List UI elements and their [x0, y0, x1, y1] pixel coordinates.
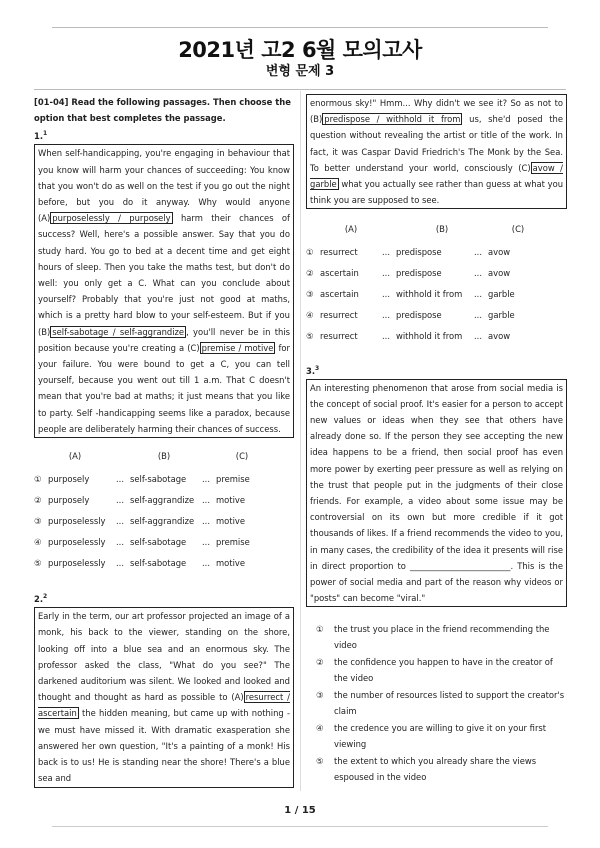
question-2-options [306, 242, 567, 347]
question-3-choices [306, 621, 567, 785]
blank-c-box: avow / garble [310, 162, 563, 190]
question-3-choice-2[interactable]: ② the confidence you happen to have in the creator of the video [316, 657, 553, 684]
question-2-option-headers: (A) (B) (C) [344, 224, 525, 235]
question-2-option-4[interactable]: ④ resurrect ... predispose ... garble [306, 310, 515, 321]
question-2-option-3[interactable]: ③ ascertain ... withhold it from ... garble [306, 289, 515, 300]
question-1-option-3[interactable]: ③ purposelessly ... self-aggrandize ... motive [34, 515, 246, 526]
page-number: 1 / 15 [284, 805, 316, 816]
question-3-choice-4[interactable]: ④ the credence you are willing to give it on your first viewing [316, 723, 547, 750]
instructions: [01-04] Read the following passages. Then choose the option that best completes the passage. [34, 97, 291, 124]
left-column [34, 94, 294, 788]
header-rule [34, 89, 566, 90]
column-divider [300, 91, 301, 791]
question-2-passage-part-2: enormous sky!" Hmm... Why didn't we see it? So as not to (B) predispose / withhold it from us, she'd posed the question without revealing the artist or title of the work. In fact, it was Caspar David Friedrich's The Monk by the Sea. To better understand your world, consciously (C) avow / garble what you actually see rather than guess at what you think you are supposed to see. [306, 94, 567, 209]
question-2-number: 2.$^2$ [34, 593, 48, 605]
question-2-option-2[interactable]: ② ascertain ... predispose ... avow [306, 268, 511, 279]
page-title: 2021년 고2 6월 모의고사 [178, 38, 422, 62]
question-1-option-4[interactable]: ④ purposelessly ... self-sabotage ... premise [34, 536, 250, 547]
blank-b-box: predispose / withhold it from [324, 114, 461, 125]
question-1-option-1[interactable]: ① purposely ... self-sabotage ... premise [34, 473, 250, 484]
blank-a-box: purposelessly / purposely [52, 213, 171, 224]
question-1-number: 1.$^1$ [34, 130, 48, 142]
question-2-option-5[interactable]: ⑤ resurrect ... withhold it from ... avow [306, 331, 511, 342]
blank-a-box: resurrect / ascertain [38, 692, 290, 719]
question-3-passage: An interesting phenomenon that arose from social media is the concept of social proof. It's easier for a person to accept new values or ideas when they see that others have already done so. If the person they see accepting the new idea happens to be a friend, then social proof has even more power by exerting peer pressure as well as relying on the trust that people put in the judgments of their close friends. For example, a video about some issue may be controversial on its own but more credible if it got thousands of likes. If a friend recommends the video to you, in many cases, the credibility of the idea it presents will rise in direct proportion to ________________________. This is the power of social media and part of the reason why videos or "posts" can become "viral." [306, 379, 567, 608]
question-1-options [34, 468, 294, 573]
question-2-option-1[interactable]: ① resurrect ... predispose ... avow [306, 247, 511, 258]
question-3-choice-3[interactable]: ③ the number of resources listed to support the creator's claim [316, 690, 565, 717]
question-2-passage-part-1: Early in the term, our art professor projected an image of a monk, his back to the viewer, standing on the shore, looking off into a blue sea and an enormous sky. The professor asked the class, "What do you see?" The darkened auditorium was silent. We looked and looked and thought and thought as hard as possible to (A) resurrect / ascertain the hidden meaning, but came up with nothing - we must have missed it. With dramatic exasperation she answered her own question, "It's a painting of a monk! His back is to us! He is standing near the shore! There's a blue sea and [34, 607, 294, 787]
page-subtitle: 변형 문제 3 [265, 64, 335, 79]
question-3-choice-1[interactable]: ① the trust you place in the friend recommending the video [316, 624, 550, 651]
top-rule [52, 27, 548, 28]
question-1-option-5[interactable]: ⑤ purposelessly ... self-sabotage ... motive [34, 557, 246, 568]
right-column [306, 94, 567, 786]
question-3-choice-5[interactable]: ⑤ the extent to which you already share the views espoused in the video [316, 756, 537, 783]
question-1-passage: When self-handicapping, you're engaging in behaviour that you know will harm your chances of succeeding: You know that you won't do as well on the test if you go out the night before, but you do it anyway. Why would anyone (A) purposelessly / purposely harm their chances of success? Well, here's a possible answer. Say that you do study hard. You go to bed at a decent time and get eight hours of sleep. Then you take the maths test, but don't do well: you only get a C. What can you conclude about yourself? Probably that you're just not good at maths, which is a pretty hard blow to your self-esteem. But if you (B) self-sabotage / self-aggrandize , you'll never be in this position because you're creating a (C) premise / motive for your failure. You were bound to get a C, you can tell yourself, because you went out till 1 a.m. That C doesn't mean that you're bad at maths; it just means that you like to party. Self -handicapping seems like a paradox, because people are deliberately harming their chances of success. [34, 144, 294, 438]
question-1-option-2[interactable]: ② purposely ... self-aggrandize ... motive [34, 494, 246, 505]
question-3-number: 3.$^3$ [306, 364, 320, 376]
question-1-option-headers: (A) (B) (C) [68, 451, 249, 462]
blank-b-box: self-sabotage / self-aggrandize [52, 326, 185, 337]
blank-c-box: premise / motive [201, 342, 274, 353]
bottom-rule [52, 826, 548, 827]
